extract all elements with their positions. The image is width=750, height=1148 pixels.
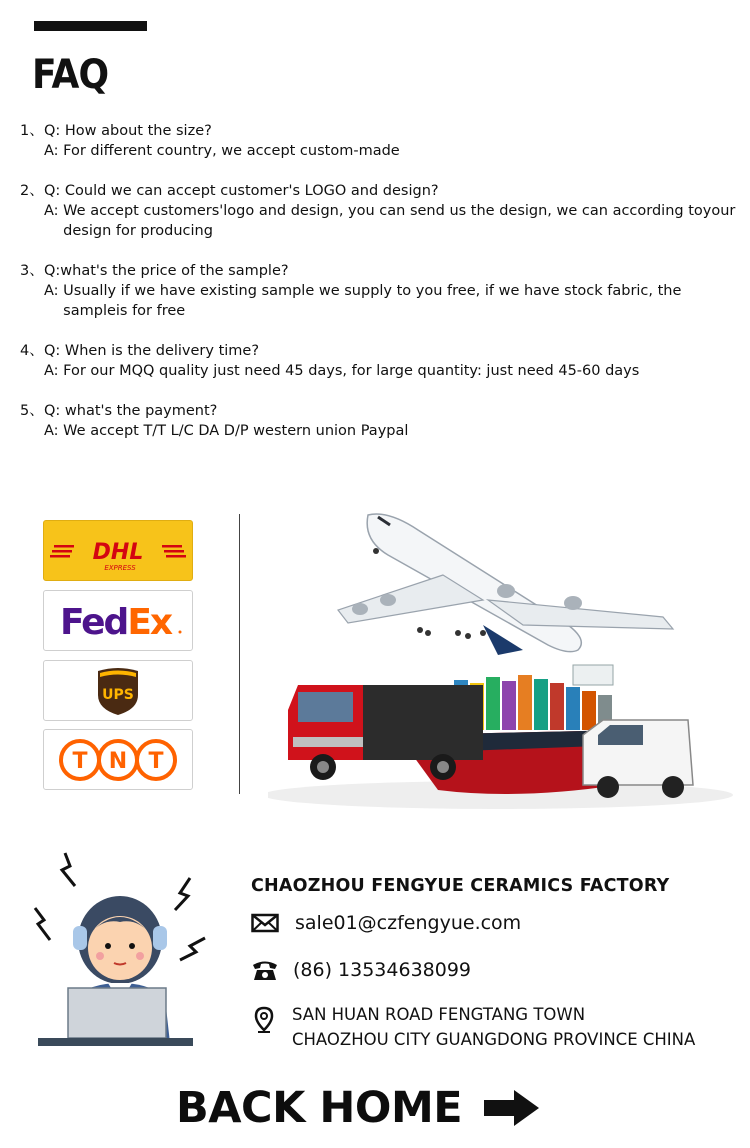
address-line: SAN HUAN ROAD FENGTANG TOWN: [292, 1005, 586, 1024]
faq-answer: We accept T/T L/C DA D/P western union Paypal: [63, 423, 409, 439]
faq-item: [20, 401, 742, 441]
faq-number: 2、: [20, 183, 44, 199]
back-home-button[interactable]: [176, 1083, 540, 1133]
address-line: CHAOZHOU CITY GUANGDONG PROVINCE CHINA: [292, 1030, 696, 1049]
faq-question: Q: When is the delivery time?: [44, 343, 260, 359]
faq-answer-prefix: A:: [44, 283, 64, 299]
tnt-letter: T: [148, 748, 164, 774]
email-text[interactable]: sale01@czfengyue.com: [295, 912, 522, 934]
truck-image: [288, 685, 483, 780]
airplane-image: [338, 514, 673, 655]
telephone-icon: [251, 958, 279, 982]
address: [292, 1002, 695, 1052]
faq-number: 4、: [20, 343, 44, 359]
phone-row: [251, 958, 471, 982]
faq-answer: We accept customers'logo and design, you can send us the design, we can according toyour design for producing: [63, 203, 736, 239]
mail-icon: [251, 912, 279, 934]
faq-item: [20, 341, 742, 381]
company-name: CHAOZHOU FENGYUE CERAMICS FACTORY: [251, 876, 670, 896]
faq-list: [20, 121, 742, 461]
vertical-divider: [239, 514, 240, 794]
faq-number: 5、: [20, 403, 44, 419]
fedex-logo-text: [60, 602, 173, 643]
faq-answer: For different country, we accept custom-made: [63, 143, 400, 159]
email-row: [251, 912, 521, 934]
header-bar: [34, 21, 147, 31]
fedex-logo: [43, 590, 193, 651]
faq-item: [20, 121, 742, 161]
faq-item: [20, 261, 742, 321]
faq-number: 3、: [20, 263, 44, 279]
faq-question: Q: How about the size?: [44, 123, 212, 139]
faq-answer-prefix: A:: [44, 203, 64, 219]
fedex-fed: Fed: [60, 601, 128, 643]
dhl-sub-text: EXPRESS: [104, 563, 136, 572]
faq-question: Q: what's the payment?: [44, 403, 218, 419]
faq-question: Q: Could we can accept customer's LOGO and design?: [44, 183, 439, 199]
ups-logo: [43, 660, 193, 721]
fedex-ex: Ex: [127, 601, 172, 643]
faq-answer: Usually if we have existing sample we supply to you free, if we have stock fabric, the sampleis for free: [63, 283, 682, 319]
phone-text[interactable]: (86) 13534638099: [293, 959, 472, 981]
faq-answer: For our MQQ quality just need 45 days, for large quantity: just need 45-60 days: [63, 363, 640, 379]
arrow-right-icon: [484, 1088, 540, 1128]
faq-item: [20, 181, 742, 241]
faq-number: 1、: [20, 123, 44, 139]
faq-title: FAQ: [32, 52, 109, 98]
customer-service-illustration: [30, 848, 210, 1053]
faq-answer-prefix: A:: [44, 143, 64, 159]
dhl-logo: [43, 520, 193, 581]
dhl-logo-text: DHL: [92, 539, 144, 565]
faq-answer-prefix: A:: [44, 423, 64, 439]
faq-answer-prefix: A:: [44, 363, 64, 379]
location-pin-icon: [253, 1006, 275, 1034]
tnt-letter: T: [72, 748, 88, 774]
back-home-label: BACK HOME: [176, 1083, 463, 1133]
tnt-letter: N: [108, 748, 128, 774]
faq-question: Q:what's the price of the sample?: [44, 263, 289, 279]
tnt-logo: [43, 729, 193, 790]
ups-logo-text: UPS: [102, 686, 134, 703]
transport-illustration: [268, 505, 738, 810]
